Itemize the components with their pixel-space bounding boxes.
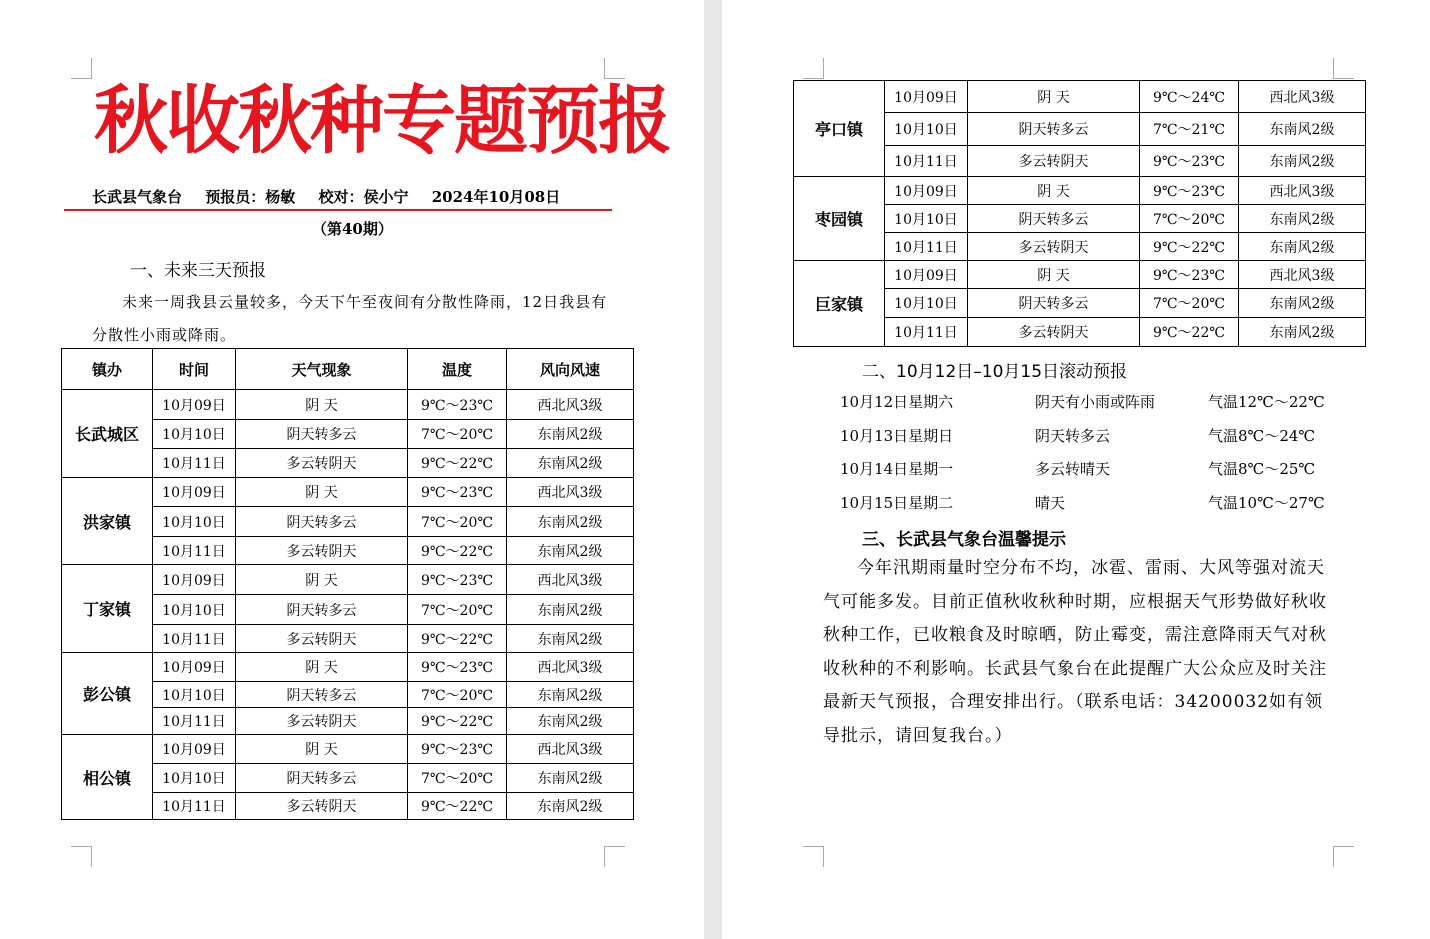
- town-name: 枣园镇: [794, 177, 885, 261]
- date-cell: 10月09日: [153, 565, 236, 595]
- temperature-cell: 9℃～23℃: [408, 390, 507, 420]
- wind-cell: 东南风2级: [507, 595, 634, 625]
- temperature-cell: 7℃～20℃: [408, 507, 507, 537]
- wind-cell: 东南风2级: [1239, 205, 1366, 233]
- weather-cell: 阴 天: [968, 177, 1140, 205]
- section2-heading: 二、10月12日–10月15日滚动预报: [862, 362, 1128, 382]
- date-cell: 10月10日: [153, 595, 236, 625]
- weather-cell: 阴天转多云: [968, 205, 1140, 233]
- rolling-temp: 气温10℃～27℃: [1208, 493, 1325, 512]
- town-name: 长武城区: [62, 390, 153, 478]
- temperature-cell: 9℃～22℃: [408, 793, 507, 820]
- weather-cell: 阴天转多云: [968, 289, 1140, 318]
- table-row: [794, 261, 1366, 289]
- rolling-date: 10月14日星期一: [840, 460, 954, 478]
- weather-cell: 阴天转多云: [236, 420, 408, 449]
- temperature-cell: 9℃～22℃: [1140, 318, 1239, 347]
- crop-mark: [71, 58, 92, 79]
- document-title: 秋收秋种专题预报: [94, 78, 670, 164]
- red-divider: [64, 209, 612, 211]
- temperature-cell: 9℃～23℃: [408, 653, 507, 682]
- date-cell: 10月11日: [153, 625, 236, 653]
- wind-cell: 西北风3级: [507, 478, 634, 507]
- rolling-forecast-row: [840, 458, 1340, 478]
- temperature-cell: 7℃～20℃: [408, 764, 507, 793]
- wind-cell: 东南风2级: [1239, 113, 1366, 146]
- temperature-cell: 9℃～23℃: [1140, 146, 1239, 177]
- date-cell: 10月11日: [885, 318, 968, 347]
- date-cell: 10月11日: [153, 537, 236, 565]
- weather-cell: 阴 天: [236, 565, 408, 595]
- rolling-weather: 阴天有小雨或阵雨: [1035, 393, 1156, 411]
- forecaster: 预报员：杨敏: [205, 188, 296, 206]
- date-cell: 10月09日: [885, 81, 968, 113]
- issue-number: （第40期）: [312, 220, 393, 238]
- rolling-forecast-row: [840, 391, 1340, 411]
- date-cell: 10月10日: [885, 289, 968, 318]
- page-left: [0, 0, 704, 939]
- temperature-cell: 9℃～22℃: [1140, 233, 1239, 261]
- weather-cell: 阴天转多云: [236, 595, 408, 625]
- forecast-table-continued: [793, 80, 1366, 347]
- section3-heading: 三、长武县气象台温馨提示: [862, 530, 1066, 550]
- temperature-cell: 9℃～23℃: [408, 735, 507, 764]
- temperature-cell: 9℃～23℃: [408, 565, 507, 595]
- table-header-row: [62, 349, 634, 390]
- table-row: [794, 177, 1366, 205]
- rolling-temp: 气温12℃～22℃: [1208, 393, 1325, 411]
- table-row: [62, 565, 634, 595]
- rolling-weather: 多云转晴天: [1035, 460, 1111, 478]
- col-header: 温度: [408, 349, 507, 390]
- forecast-table: [61, 348, 634, 820]
- wind-cell: 东南风2级: [1239, 233, 1366, 261]
- wind-cell: 西北风3级: [507, 390, 634, 420]
- weather-cell: 阴天转多云: [968, 113, 1140, 146]
- rolling-date: 10月12日星期六: [840, 393, 954, 411]
- wind-cell: 东南风2级: [507, 625, 634, 653]
- wind-cell: 西北风3级: [507, 735, 634, 764]
- crop-mark: [1333, 846, 1354, 867]
- issue-date: 2024年10月08日: [431, 188, 561, 206]
- town-name: 洪家镇: [62, 478, 153, 565]
- date-cell: 10月11日: [153, 793, 236, 820]
- weather-cell: 多云转阴天: [968, 318, 1140, 347]
- rolling-date: 10月15日星期二: [840, 493, 954, 512]
- rolling-date: 10月13日星期日: [840, 426, 954, 445]
- date-cell: 10月09日: [153, 653, 236, 682]
- wind-cell: 东南风2级: [507, 682, 634, 708]
- wind-cell: 东南风2级: [507, 449, 634, 478]
- table-row: [794, 81, 1366, 113]
- section1-text: 未来一周我县云量较多，今天下午至夜间有分散性降雨，12日我县有分散性小雨或降雨。: [92, 293, 608, 344]
- wind-cell: 东南风2级: [1239, 289, 1366, 318]
- temperature-cell: 9℃～22℃: [408, 625, 507, 653]
- crop-mark: [803, 58, 824, 79]
- date-cell: 10月10日: [153, 682, 236, 708]
- wind-cell: 西北风3级: [507, 565, 634, 595]
- wind-cell: 东南风2级: [507, 507, 634, 537]
- table-row: [62, 735, 634, 764]
- temperature-cell: 9℃～22℃: [408, 449, 507, 478]
- town-name: 彭公镇: [62, 653, 153, 735]
- wind-cell: 东南风2级: [1239, 146, 1366, 177]
- date-cell: 10月11日: [885, 233, 968, 261]
- weather-cell: 阴 天: [968, 81, 1140, 113]
- weather-cell: 多云转阴天: [968, 233, 1140, 261]
- wind-cell: 东南风2级: [507, 708, 634, 735]
- rolling-weather: 晴天: [1035, 493, 1066, 512]
- col-header: 镇办: [62, 349, 153, 390]
- date-cell: 10月10日: [885, 205, 968, 233]
- temperature-cell: 9℃～23℃: [1140, 261, 1239, 289]
- rolling-forecast-row: [840, 492, 1340, 512]
- weather-cell: 阴 天: [236, 478, 408, 507]
- crop-mark: [1333, 58, 1354, 79]
- temperature-cell: 7℃～20℃: [408, 595, 507, 625]
- date-cell: 10月09日: [153, 390, 236, 420]
- temperature-cell: 7℃～20℃: [408, 420, 507, 449]
- section1-heading: 一、未来三天预报: [130, 261, 266, 281]
- wind-cell: 西北风3级: [1239, 261, 1366, 289]
- table-row: [62, 653, 634, 682]
- temperature-cell: 9℃～23℃: [408, 478, 507, 507]
- weather-cell: 多云转阴天: [236, 537, 408, 565]
- town-name: 丁家镇: [62, 565, 153, 653]
- table-row: [62, 390, 634, 420]
- temperature-cell: 7℃～20℃: [1140, 205, 1239, 233]
- col-header: 风向风速: [507, 349, 634, 390]
- col-header: 天气现象: [236, 349, 408, 390]
- date-cell: 10月09日: [153, 478, 236, 507]
- temperature-cell: 7℃～20℃: [1140, 289, 1239, 318]
- section3-text: 今年汛期雨量时空分布不均，冰雹、雷雨、大风等强对流天气可能多发。目前正值秋收秋种时期，应根据天气形势做好秋收秋种工作，已收粮食及时晾晒，防止霉变，需注意降雨天气对秋收秋种的不利影响。长武县气象台在此提醒广大公众应及时关注最新天气预报，合理安排出行。（联系电话：34200032如有领导批示，请回复我台。）: [823, 558, 1327, 746]
- table-row: [62, 478, 634, 507]
- crop-mark: [604, 846, 625, 867]
- town-name: 亭口镇: [794, 81, 885, 177]
- date-cell: 10月10日: [153, 764, 236, 793]
- byline: [92, 186, 578, 207]
- col-header: 时间: [153, 349, 236, 390]
- date-cell: 10月11日: [153, 708, 236, 735]
- weather-cell: 阴天转多云: [236, 764, 408, 793]
- temperature-cell: 7℃～20℃: [408, 682, 507, 708]
- weather-cell: 多云转阴天: [236, 449, 408, 478]
- rolling-temp: 气温8℃～25℃: [1208, 460, 1316, 478]
- weather-cell: 多云转阴天: [968, 146, 1140, 177]
- date-cell: 10月10日: [153, 420, 236, 449]
- date-cell: 10月11日: [153, 449, 236, 478]
- weather-cell: 阴天转多云: [236, 507, 408, 537]
- wind-cell: 东南风2级: [507, 537, 634, 565]
- station-name: 长武县气象台: [92, 188, 183, 206]
- date-cell: 10月09日: [153, 735, 236, 764]
- wind-cell: 东南风2级: [1239, 318, 1366, 347]
- rolling-forecast-row: [840, 425, 1340, 445]
- wind-cell: 西北风3级: [1239, 177, 1366, 205]
- weather-cell: 多云转阴天: [236, 708, 408, 735]
- date-cell: 10月10日: [885, 113, 968, 146]
- town-name: 巨家镇: [794, 261, 885, 347]
- rolling-temp: 气温8℃～24℃: [1208, 426, 1316, 445]
- wind-cell: 西北风3级: [1239, 81, 1366, 113]
- date-cell: 10月09日: [885, 261, 968, 289]
- weather-cell: 阴 天: [968, 261, 1140, 289]
- temperature-cell: 7℃～21℃: [1140, 113, 1239, 146]
- wind-cell: 东南风2级: [507, 420, 634, 449]
- weather-cell: 多云转阴天: [236, 793, 408, 820]
- wind-cell: 东南风2级: [507, 793, 634, 820]
- temperature-cell: 9℃～22℃: [408, 708, 507, 735]
- proofreader: 校对：侯小宁: [318, 188, 409, 206]
- crop-mark: [71, 846, 92, 867]
- wind-cell: 西北风3级: [507, 653, 634, 682]
- temperature-cell: 9℃～23℃: [1140, 177, 1239, 205]
- page-right: [722, 0, 1430, 939]
- date-cell: 10月10日: [153, 507, 236, 537]
- temperature-cell: 9℃～24℃: [1140, 81, 1239, 113]
- date-cell: 10月09日: [885, 177, 968, 205]
- wind-cell: 东南风2级: [507, 764, 634, 793]
- date-cell: 10月11日: [885, 146, 968, 177]
- weather-cell: 多云转阴天: [236, 625, 408, 653]
- weather-cell: 阴 天: [236, 653, 408, 682]
- rolling-weather: 阴天转多云: [1035, 426, 1111, 445]
- town-name: 相公镇: [62, 735, 153, 820]
- weather-cell: 阴 天: [236, 390, 408, 420]
- weather-cell: 阴 天: [236, 735, 408, 764]
- crop-mark: [803, 846, 824, 867]
- temperature-cell: 9℃～22℃: [408, 537, 507, 565]
- weather-cell: 阴天转多云: [236, 682, 408, 708]
